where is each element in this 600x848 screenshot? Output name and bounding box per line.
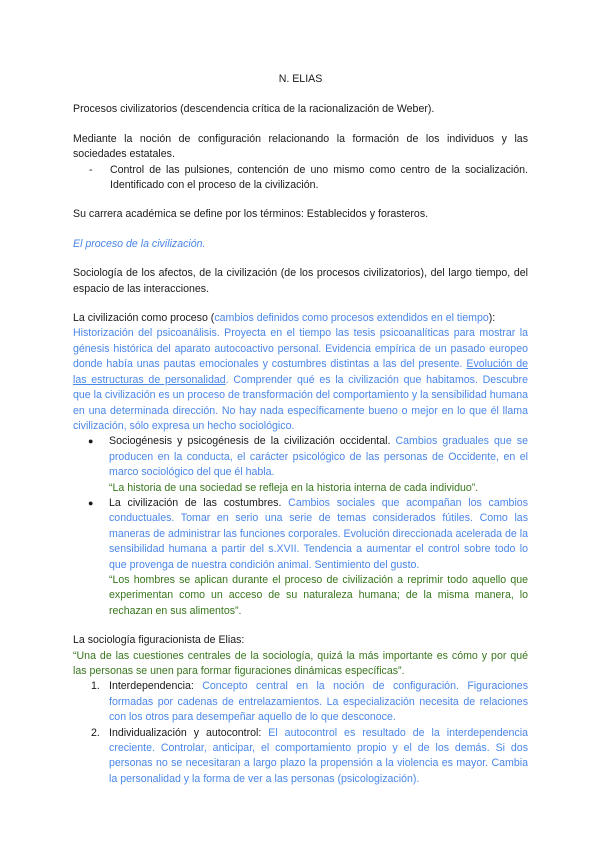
item-text: El autocontrol es resultado de la interdependencia creciente. Controlar, anticipar, el comportamiento propio y el de los demás. Si dos personas no se necesitaran a largo plazo la propensión a la violencia es mayor. Cambia la personalidad y la forma de ver a las personas (psicologización). bbox=[109, 726, 528, 785]
bullet-quote: “La historia de una sociedad se refleja en la historia interna de cada individuo”. bbox=[109, 481, 479, 494]
bullet-item-costumbres bbox=[88, 496, 528, 619]
item-text: Concepto central en la noción de configuración. Figuraciones formadas por cadenas de entrelazamientos. La especialización necesita de relaciones con los otros para desempeñar aquello de lo que desconoce. bbox=[109, 680, 528, 724]
bullet-heading: La civilización de las costumbres. bbox=[109, 496, 282, 509]
bullet-marker: ● bbox=[88, 497, 94, 508]
numbered-item-individualizacion bbox=[91, 726, 528, 788]
proceso-para-1: Historización del psicoanálisis. Proyecta en el tiempo las tesis psicoanalíticas para mostrar la génesis histórica del aparato autocoactivo personal. Evidencia empírica de un pasado europeo donde había unas pautas emocionales y costumbres distintas a las del presente. bbox=[73, 327, 528, 371]
bullet-text: Cambios sociales que acompañan los cambios conductuales. Tomar en serio una serie de temas considerados fútiles. Como las maneras de administrar las funciones corporales. Evolución direccionada acelerada de la sensibilidad humana a partir del s.XVII. Tendencia a aumentar el control sobre todo lo que provenga de nuestra condición animal. Sentimiento del gusto. bbox=[109, 496, 528, 571]
bullet-heading: Sociogénesis y psicogénesis de la civilización occidental. bbox=[109, 435, 391, 448]
dash-item-text: Control de las pulsiones, contención de uno mismo como centro de la socialización. Identificado con el proceso de la civilización. bbox=[110, 163, 528, 192]
item-number: 2. bbox=[91, 726, 100, 739]
carrera-paragraph: Su carrera académica se define por los términos: Establecidos y forasteros. bbox=[73, 208, 429, 221]
proceso-paragraph bbox=[73, 326, 528, 434]
bullet-item-sociogenesis bbox=[88, 434, 528, 496]
bullet-text: Cambios graduales que se producen en la conducta, el carácter psicológico de las personas de Occidente, en el marco sociológico del que él habla. bbox=[109, 435, 528, 479]
figuracionista-quote: “Una de las cuestiones centrales de la sociología, quizá la más importante es cómo y por qué las personas se unen para formar figuraciones dinámicas específicas”. bbox=[73, 649, 528, 677]
sociologia-afectos-paragraph: Sociología de los afectos, de la civilización (de los procesos civilizatorios), del largo tiempo, del espacio de las interacciones. bbox=[73, 267, 528, 295]
page-title: N. ELIAS bbox=[278, 73, 323, 85]
intro-paragraph: Procesos civilizatorios (descendencia crítica de la racionalización de Weber). bbox=[73, 103, 435, 116]
document-page bbox=[73, 72, 528, 787]
dash-list-item bbox=[89, 163, 528, 194]
item-label: Individualización y autocontrol: bbox=[109, 726, 262, 739]
item-label: Interdependencia: bbox=[109, 680, 194, 693]
dash-marker: - bbox=[89, 163, 93, 176]
proceso-para-2: . Comprender qué es la civilización que habitamos. Descubre que la civilización es un proceso de transformación del comportamiento y la sensibilidad humana en una determinada dirección. No hay nada específicamente bueno o mejor en lo que él llama civilización, sólo expresa un hecho sociológico. bbox=[73, 373, 528, 432]
proceso-heading bbox=[73, 311, 528, 326]
bullet-quote: “Los hombres se aplican durante el proceso de civilización a reprimir todo aquello que experimentan como un acceso de su naturaleza humana; de la misma manera, lo rechazan en sus alimentos”. bbox=[109, 573, 528, 617]
proceso-lead: La civilización como proceso ( bbox=[73, 312, 215, 325]
book-title: El proceso de la civilización. bbox=[73, 237, 206, 250]
bullet-marker: ● bbox=[88, 436, 94, 447]
proceso-lead-blue: cambios definidos como procesos extendidos en el tiempo bbox=[214, 312, 489, 325]
configuracion-paragraph: Mediante la noción de configuración relacionando la formación de los individuos y las sociedades estatales. bbox=[73, 132, 528, 161]
proceso-lead-end: ): bbox=[488, 312, 496, 325]
figuracionista-heading: La sociología figuracionista de Elias: bbox=[73, 634, 245, 647]
proceso-para-underline: Evolución de las estructuras de personalidad bbox=[73, 358, 528, 386]
item-number: 1. bbox=[91, 680, 100, 693]
numbered-item-interdependencia bbox=[91, 679, 528, 725]
